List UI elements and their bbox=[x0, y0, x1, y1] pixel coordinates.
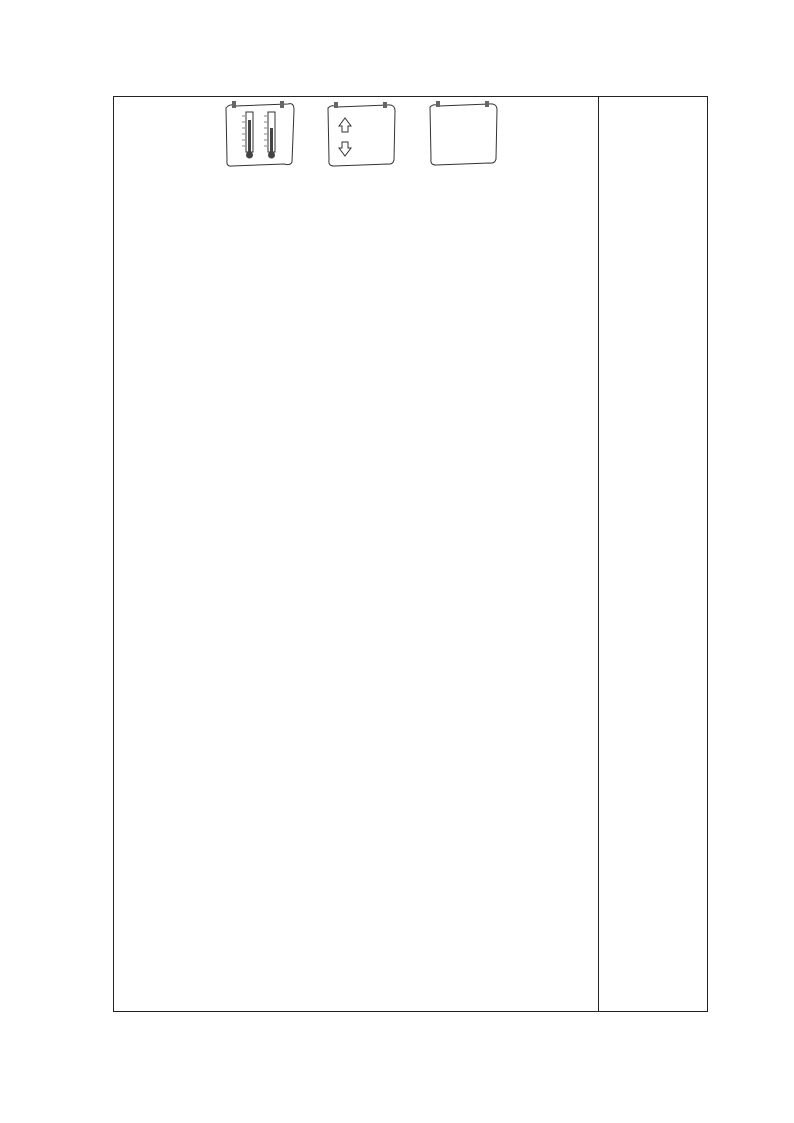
column-divider bbox=[598, 97, 599, 1011]
figures-row bbox=[118, 97, 596, 194]
figure-2-arrows-icon bbox=[325, 102, 399, 168]
figure-3-signs-icon bbox=[427, 101, 501, 167]
figure-1-thermometer-icon bbox=[222, 100, 298, 168]
lesson-table bbox=[113, 96, 708, 1012]
main-column bbox=[118, 97, 596, 194]
